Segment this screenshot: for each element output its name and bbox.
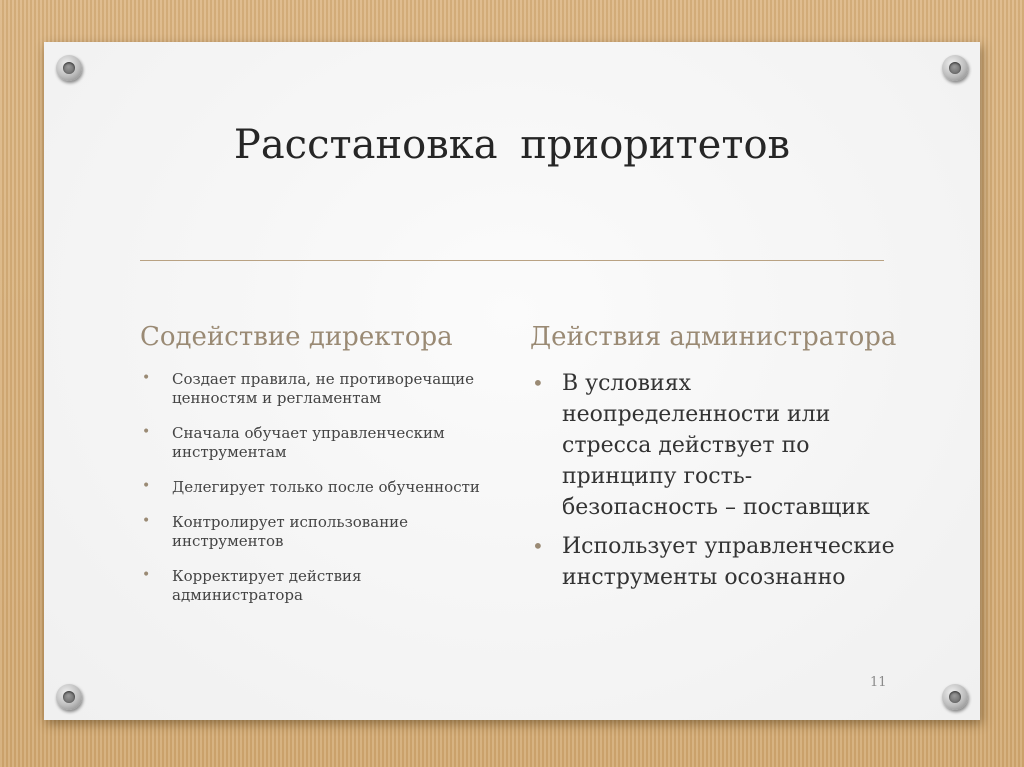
title-divider — [140, 260, 884, 261]
pushpin-icon — [56, 684, 82, 710]
list-item-text: Использует управленческие инструменты осознанно — [562, 534, 895, 590]
slide — [44, 42, 980, 720]
list-item — [140, 424, 480, 462]
right-column-heading: Действия администратора — [530, 322, 897, 352]
bullet-icon: • — [142, 370, 151, 386]
list-item-text: Контролирует использование инструментов — [172, 513, 409, 550]
list-item-text: В условиях неопределенности или стресса действует по принципу гость- безопасность – поставщик — [562, 371, 870, 520]
left-column-heading: Содействие директора — [140, 322, 453, 352]
bullet-icon: • — [142, 424, 151, 440]
slide-title: Расстановка приоритетов — [233, 122, 791, 168]
bullet-icon: • — [142, 567, 151, 583]
pushpin-icon — [942, 684, 968, 710]
list-item — [140, 567, 480, 605]
list-item-text: Делегирует только после обученности — [172, 478, 480, 496]
bullet-icon: • — [142, 478, 151, 494]
list-item — [530, 368, 910, 523]
bullet-icon: • — [532, 371, 544, 395]
bullet-icon: • — [142, 513, 151, 529]
list-item — [140, 513, 480, 551]
page-number: 11 — [870, 675, 887, 690]
list-item — [530, 531, 910, 593]
right-bullet-list — [530, 368, 910, 601]
list-item-text: Сначала обучает управленческим инструментам — [172, 424, 445, 461]
bullet-icon: • — [532, 534, 544, 558]
list-item — [140, 478, 480, 497]
list-item — [140, 370, 480, 408]
pushpin-icon — [942, 55, 968, 81]
list-item-text: Создает правила, не противоречащие ценностям и регламентам — [172, 370, 475, 407]
pushpin-icon — [56, 55, 82, 81]
list-item-text: Корректирует действия администратора — [172, 567, 362, 604]
left-bullet-list — [140, 370, 480, 621]
